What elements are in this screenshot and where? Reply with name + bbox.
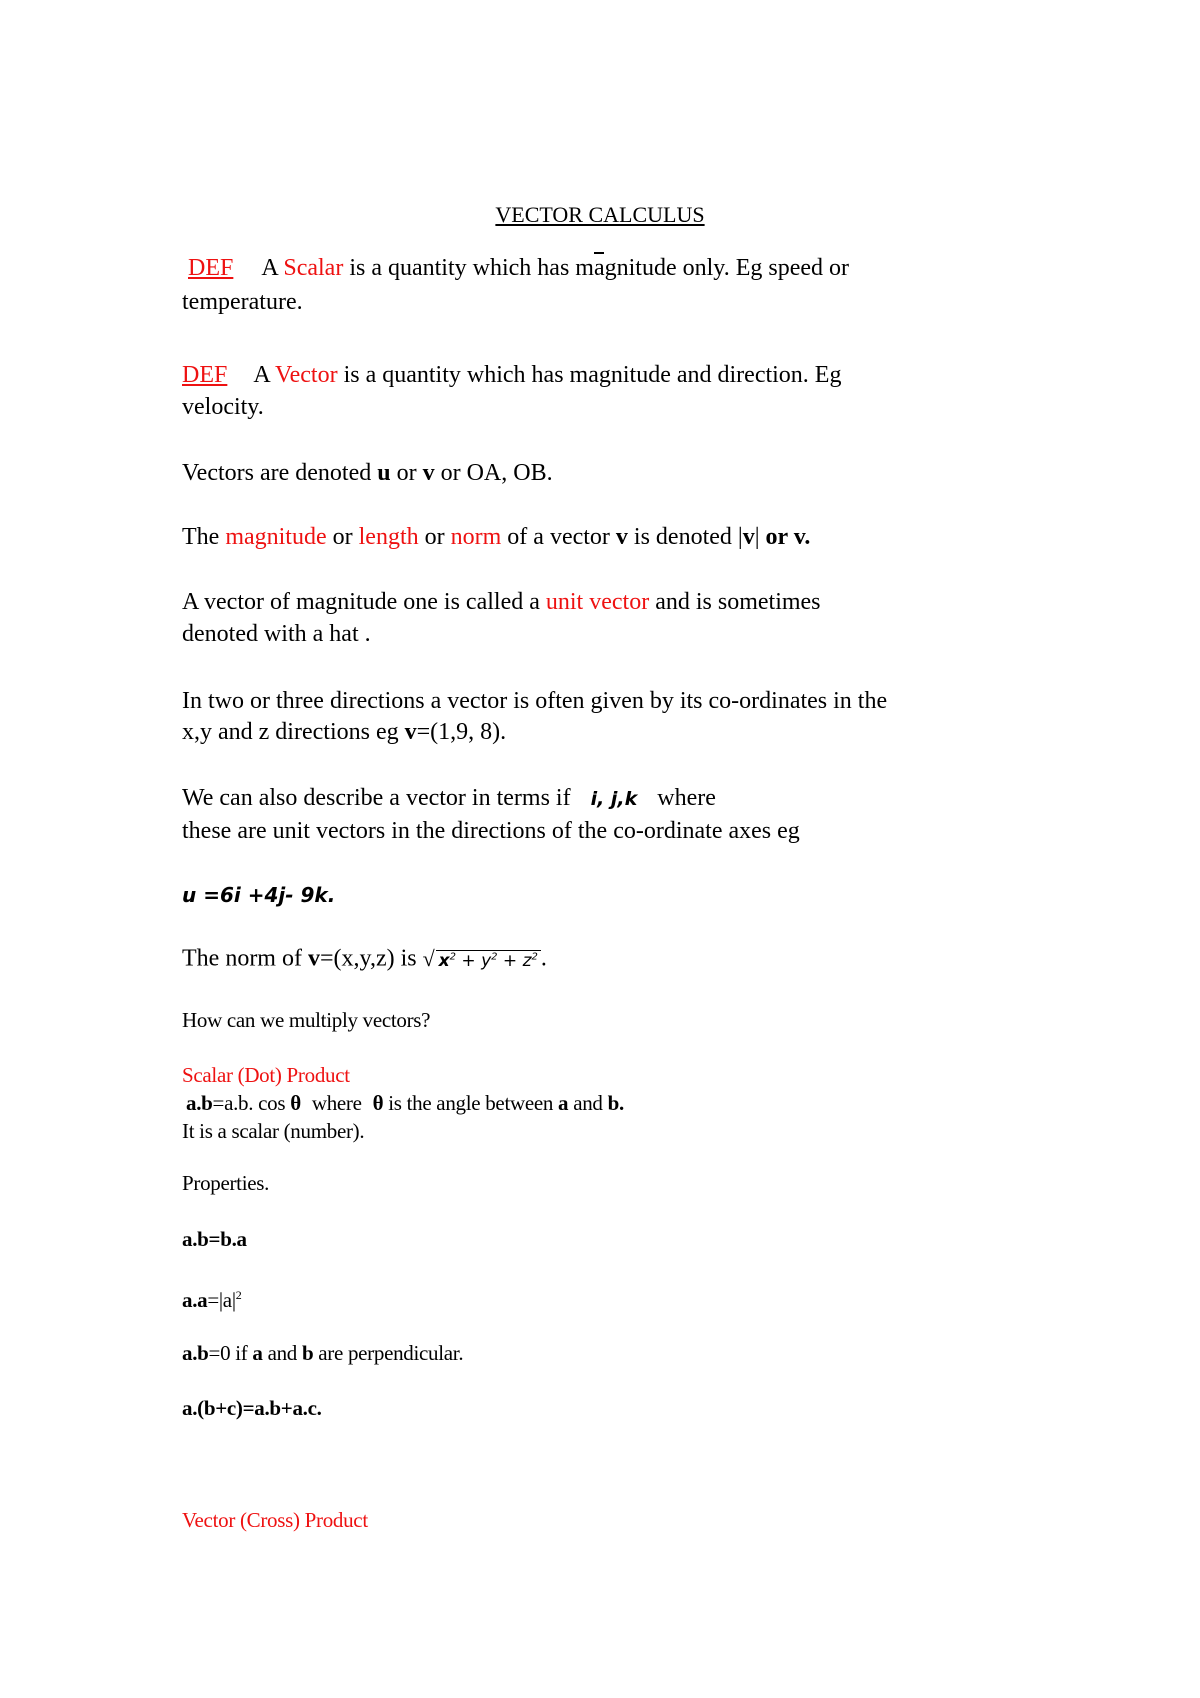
symbol-v: v — [422, 460, 435, 486]
sqrt-body: $x^2 + y^2 + z^2$ — [436, 950, 541, 971]
symbol-a: a — [186, 1091, 197, 1115]
vector-example: u =6i +4j- 9k. — [182, 883, 336, 907]
symbol-u: u — [377, 460, 391, 486]
coords-value: =(1,9, 8). — [416, 719, 507, 745]
is-denoted-text: is denoted | — [633, 524, 743, 550]
magnitude-end: or v. — [765, 524, 811, 550]
angle-text: is the angle between — [388, 1091, 554, 1115]
vector-term: Vector — [274, 362, 338, 388]
var-x: x — [438, 950, 450, 971]
unit-text: A vector of magnitude one is called a — [182, 589, 540, 615]
exponent: 2 — [449, 951, 457, 962]
of-vector-text: of a vector — [507, 524, 610, 550]
where-text: where — [657, 785, 716, 811]
denoted-end: or OA, OB. — [440, 460, 553, 486]
coords-text: x,y and z directions eg — [182, 719, 399, 745]
period: . — [618, 1091, 624, 1115]
property-3 — [182, 1338, 463, 1368]
var-z: z — [522, 950, 532, 971]
scalar-term: Scalar — [283, 255, 344, 281]
dot-product-note: It is a scalar (number). — [182, 1119, 365, 1143]
def-scalar-line1 — [182, 253, 849, 283]
norm-line — [182, 942, 547, 976]
symbol-v: v — [404, 719, 417, 745]
multiply-question: How can we multiply vectors? — [182, 1008, 431, 1032]
norm-coords: =(x,y,z) is — [319, 945, 417, 972]
or-text: or — [424, 524, 445, 550]
def-vector-text: is a quantity which has magnitude and direction. Eg — [343, 362, 842, 388]
ijk-symbols: i, j,k — [590, 788, 638, 810]
dot-product-formula: a.b=a.b. cos θ where θ is the angle between a and b. — [186, 1091, 624, 1115]
norm-term: norm — [450, 524, 502, 550]
def-a: A — [253, 362, 270, 388]
and-text: and — [267, 1341, 297, 1365]
theta-symbol: θ — [372, 1091, 384, 1115]
property-4-text: a.(b+c)=a.b+a.c. — [182, 1396, 322, 1420]
property-1-text: a.b=b.a — [182, 1227, 247, 1251]
length-term: length — [358, 524, 419, 550]
property-1 — [182, 1224, 247, 1254]
denoted-line — [182, 458, 553, 488]
def-label: DEF — [182, 362, 228, 388]
cross-product-heading: Vector (Cross) Product — [182, 1508, 368, 1532]
symbol-v: v — [742, 524, 755, 550]
def-a: A — [261, 255, 278, 281]
exponent: 2 — [491, 951, 498, 962]
and-text: and — [573, 1091, 603, 1115]
where-text: where — [311, 1091, 362, 1115]
def-scalar-text: is a quantity which has magnitude only. Eg speed or — [349, 255, 850, 281]
norm-text: The norm of — [182, 945, 302, 972]
symbol-a: a — [252, 1341, 263, 1365]
magnitude-line — [182, 522, 810, 552]
ijk-line2: these are unit vectors in the directions of the co-ordinate axes eg — [182, 818, 800, 844]
def-scalar-line2: temperature. — [182, 289, 303, 315]
page-title: VECTOR CALCULUS — [495, 202, 705, 227]
symbol-v: v — [615, 524, 628, 550]
theta-symbol: θ — [290, 1091, 301, 1115]
property-2 — [182, 1280, 241, 1315]
denoted-text: Vectors are denoted — [182, 460, 372, 486]
property-2-rhs: =|a| — [207, 1288, 236, 1312]
ijk-line1 — [182, 783, 716, 814]
unit-vector-term: unit vector — [545, 589, 650, 615]
symbol-b: b — [607, 1091, 619, 1115]
dot-eq: =a.b. cos — [212, 1091, 286, 1115]
symbol-b: b — [301, 1341, 314, 1365]
def-label: DEF — [188, 255, 234, 281]
unit-line1 — [182, 587, 821, 617]
magnitude-term: magnitude — [225, 524, 327, 550]
def-vector-line1 — [182, 360, 841, 390]
or-text: or — [332, 524, 353, 550]
coords-line2 — [182, 717, 506, 747]
unit-text-end: and is sometimes — [655, 589, 821, 615]
property-3-end: are perpendicular. — [318, 1341, 464, 1365]
norm-end: . — [540, 945, 547, 972]
symbol-b: b — [201, 1091, 213, 1115]
def-vector-line2: velocity. — [182, 394, 264, 420]
var-y: y — [481, 950, 492, 971]
symbol-a: a — [558, 1091, 569, 1115]
properties-heading: Properties. — [182, 1171, 270, 1195]
property-4 — [182, 1393, 322, 1423]
exponent: 2 — [235, 1288, 242, 1302]
bar-symbol: | — [754, 524, 760, 550]
unit-line2: denoted with a hat . — [182, 621, 371, 647]
sqrt-symbol: √ — [422, 945, 435, 971]
property-3-mid: =0 if — [208, 1341, 248, 1365]
the-text: The — [182, 524, 220, 550]
dot-product-heading: Scalar (Dot) Product — [182, 1063, 350, 1087]
norm-formula — [423, 942, 541, 976]
ijk-text: We can also describe a vector in terms if — [182, 785, 571, 811]
property-3-lhs: a.b — [182, 1341, 209, 1365]
exponent: 2 — [531, 951, 538, 962]
coords-line1: In two or three directions a vector is often given by its co-ordinates in the — [182, 688, 888, 714]
symbol-v: v — [307, 945, 320, 972]
or-text: or — [396, 460, 417, 486]
property-2-lhs: a.a — [182, 1288, 208, 1312]
